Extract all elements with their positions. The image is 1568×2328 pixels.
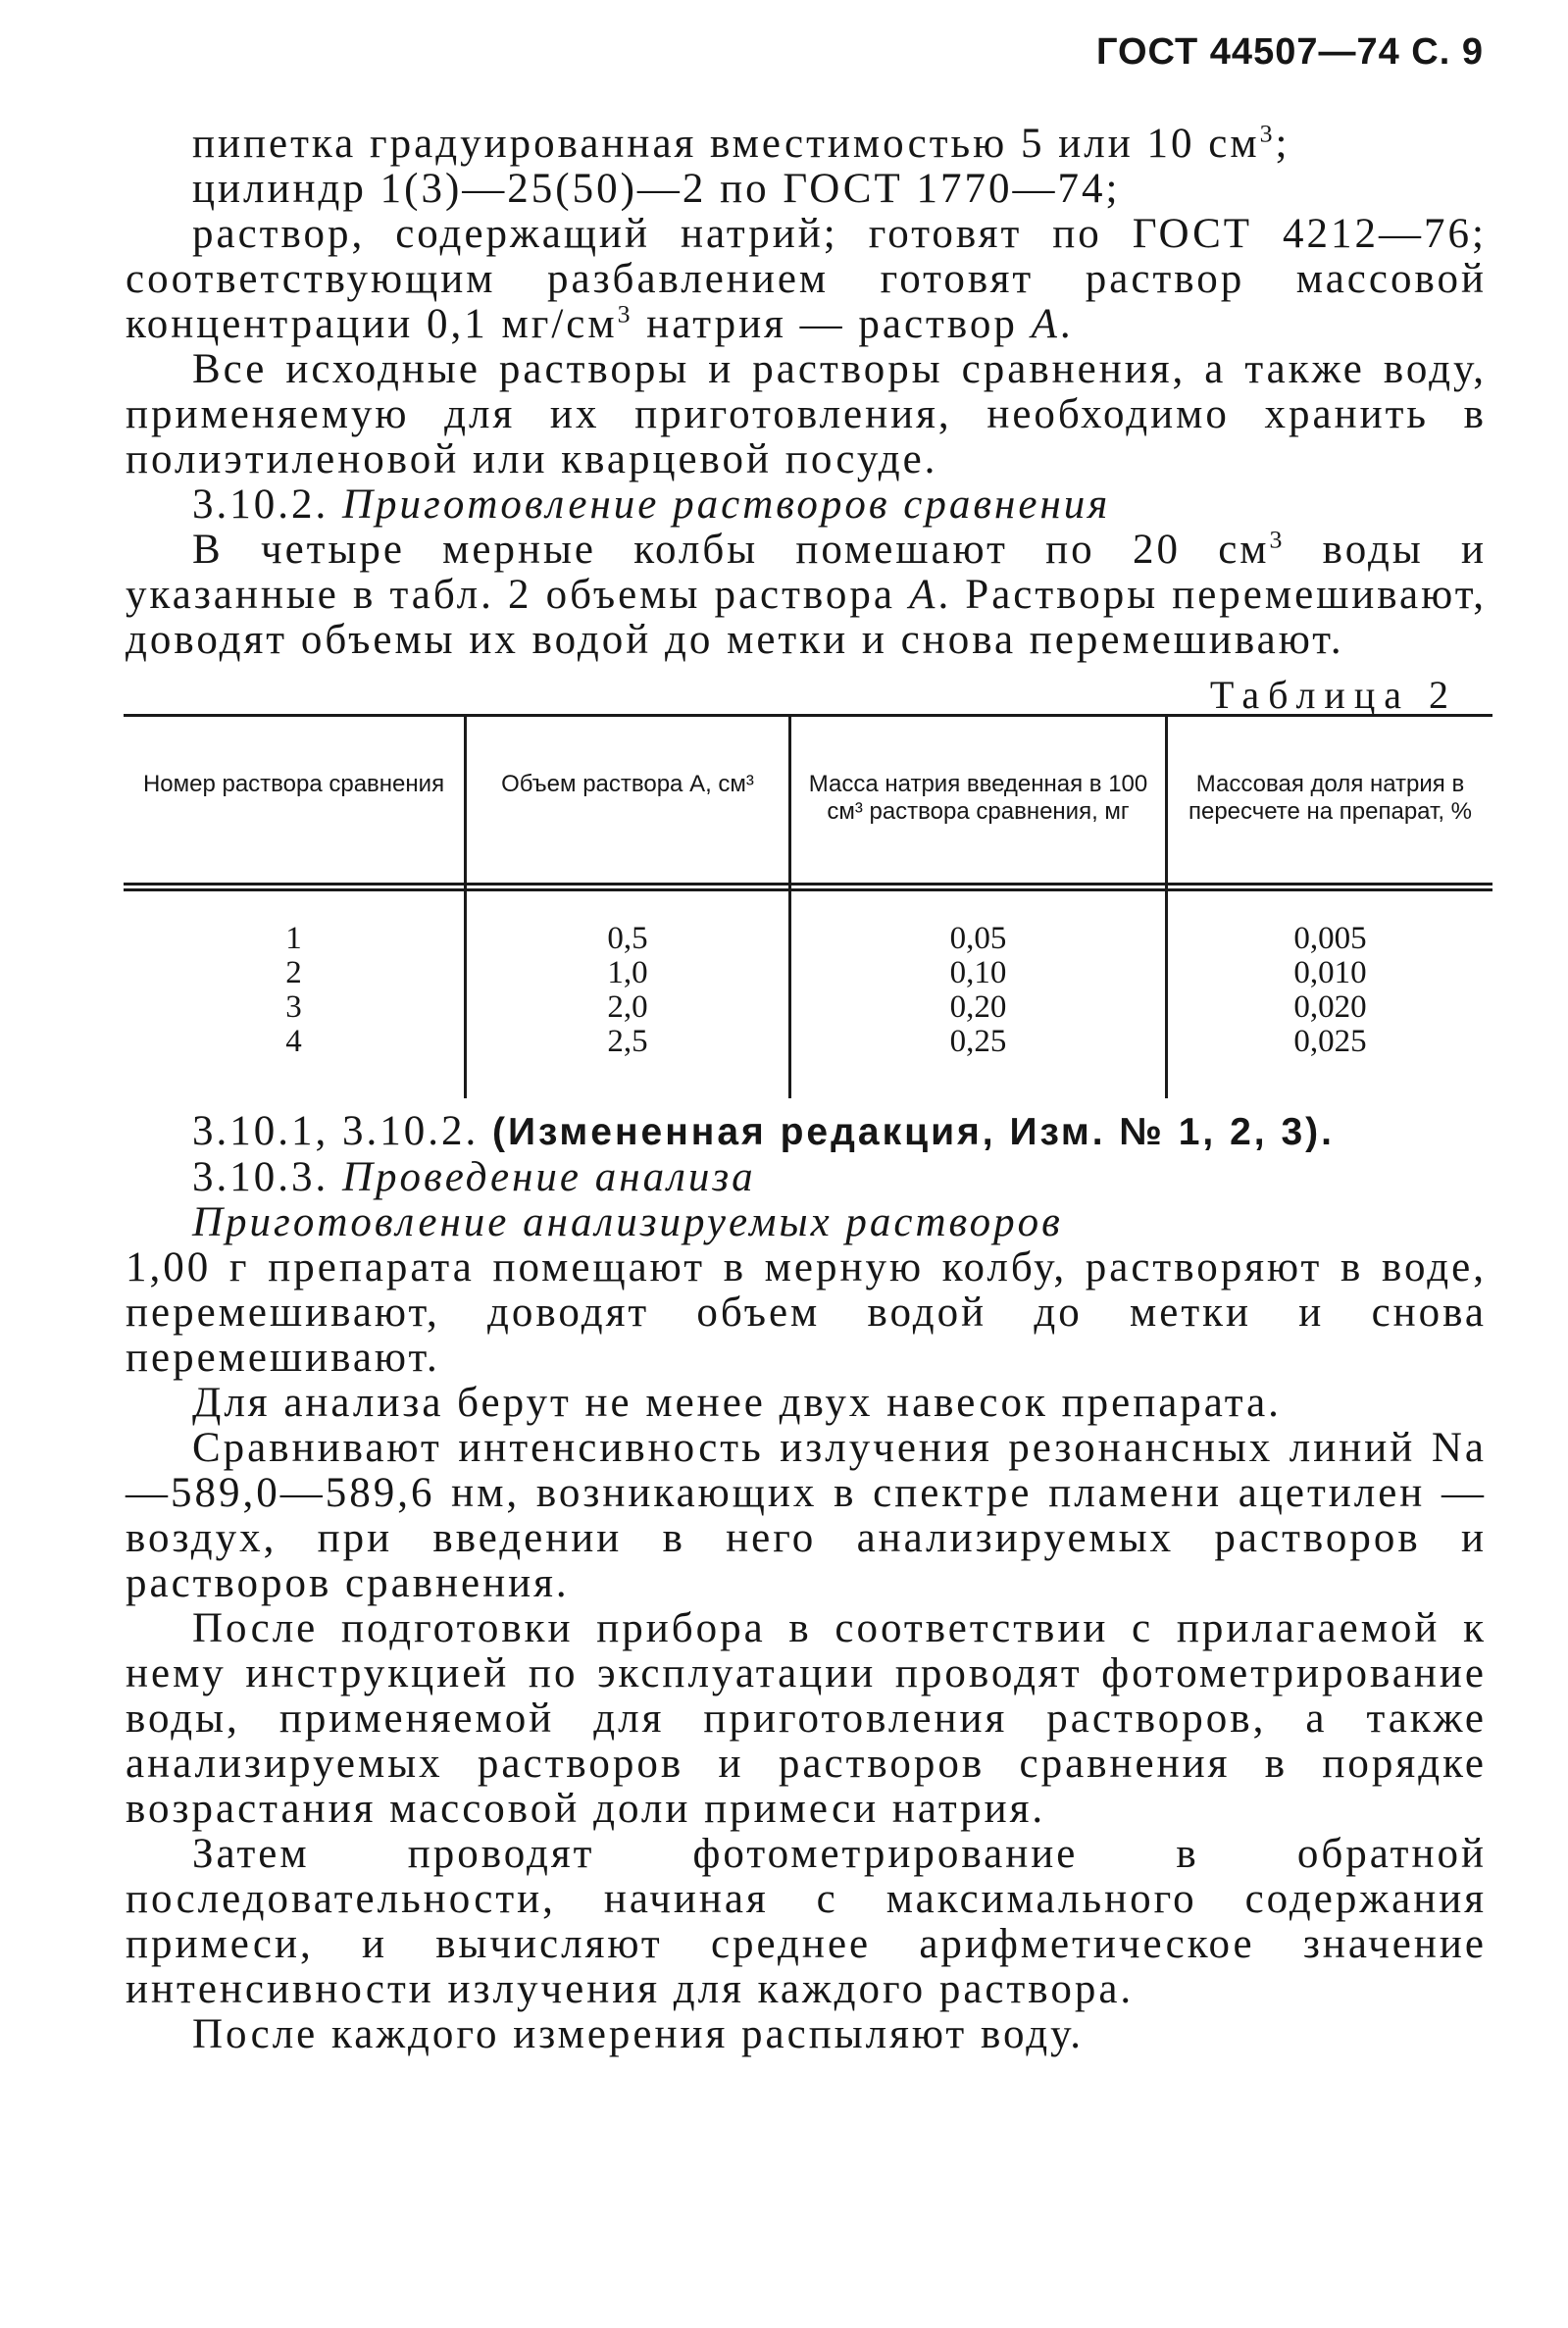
paragraph-revision-note: 3.10.1, 3.10.2. (Измененная редакция, Изм. № 1, 2, 3).: [192, 1108, 1335, 1154]
paragraph-reverse-order: Затем проводят фотометрирование в обратной последовательности, начиная с максимального содержания примеси, и вычисляют среднее арифметическое значение интенсивности излучения для каждого раствора.: [126, 1831, 1487, 2012]
section-heading-3-10-3: 3.10.3. Проведение анализа: [192, 1154, 756, 1200]
table-header-rule-2: [124, 888, 1492, 891]
paragraph-storage: Все исходные растворы и растворы сравнения, а также воду, применяемую для их приготовления, необходимо хранить в полиэтиленовой или кварцевой посуде.: [126, 346, 1487, 482]
paragraph-sodium-solution: раствор, содержащий натрий; готовят по ГОСТ 4212—76; соответствующим разбавлением готовят раствор массовой концентрации 0,1 $мг/см^3$ натрия — раствор А.: [126, 211, 1487, 347]
table-header-volume: Объем раствора А, см³: [501, 771, 754, 797]
table-header-number: Номер раствора сравнения: [142, 771, 445, 797]
paragraph-pipette: пипетка градуированная вместимостью 5 или 10 $см^3$;: [192, 119, 1290, 167]
paragraph-compare: Сравнивают интенсивность излучения резонансных линий Na—589,0—589,6 нм, возникающих в спектре пламени ацетилен — воздух, при введении в него анализируемых растворов и растворов сравнения.: [126, 1425, 1487, 1606]
table-cell: 0,025: [1293, 1024, 1367, 1059]
table-cell: 2,0: [607, 989, 648, 1025]
table-cell: 0,005: [1293, 921, 1367, 956]
table-cell: 3: [285, 989, 302, 1025]
paragraph-preparation: В четыре мерные колбы помешают по 20 $см^3$ воды и указанные в табл. 2 объемы раствора А. Растворы перемешивают, доводят объемы их водой до метки и снова перемешивают.: [126, 525, 1488, 663]
table-cell: 0,05: [949, 921, 1007, 956]
table-cell: 0,020: [1293, 989, 1367, 1025]
table-cell: 1: [285, 921, 302, 956]
table-cell: 2,5: [607, 1024, 648, 1059]
text-block-lower: [126, 1109, 1487, 2057]
table-cell: 4: [285, 1024, 302, 1059]
table-cell: 2: [285, 955, 302, 990]
paragraph-cylinder: цилиндр 1(3)—25(50)—2 по ГОСТ 1770—74;: [192, 166, 1121, 212]
table-column-fraction: [1168, 922, 1492, 1059]
paragraph-dissolve: 1,00 г препарата помещают в мерную колбу, растворяют в воде, перемешивают, доводят объем водой до метки и снова перемешивают.: [126, 1244, 1487, 1381]
table-2: [124, 714, 1492, 1098]
paragraph-spray-water: После каждого измерения распыляют воду.: [192, 2011, 1085, 2057]
table-caption: Таблица 2: [1209, 673, 1457, 717]
table-column-number: [124, 922, 464, 1059]
paragraph-samples: Для анализа берут не менее двух навесок препарата.: [192, 1380, 1282, 1426]
table-cell: 0,25: [949, 1024, 1007, 1059]
table-cell: 0,20: [949, 989, 1007, 1025]
table-cell: 1,0: [607, 955, 648, 990]
text-block-upper: [126, 119, 1488, 663]
table-column-mass: [791, 922, 1165, 1059]
table-header-rule-1: [124, 883, 1492, 886]
section-heading-3-10-2: 3.10.2. Приготовление растворов сравнения: [192, 481, 1111, 528]
subheading-sample-preparation: Приготовление анализируемых растворов: [192, 1199, 1063, 1245]
paragraph-photometry: После подготовки прибора в соответствии с прилагаемой к нему инструкцией по эксплуатации проводят фотометрирование воды, применяемой для приготовления растворов, а также анализируемых растворов и растворов сравнения в порядке возрастания массовой доли примеси натрия.: [126, 1605, 1487, 1832]
table-top-rule: [124, 714, 1492, 717]
table-header-fraction: Массовая доля натрия в пересчете на препарат, %: [1188, 771, 1473, 825]
table-cell: 0,5: [607, 921, 648, 956]
table-cell: 0,10: [949, 955, 1007, 990]
table-column-volume: [467, 922, 788, 1059]
page-header: ГОСТ 44507—74 С. 9: [1095, 31, 1484, 73]
table-cell: 0,010: [1293, 955, 1367, 990]
table-header-mass: Масса натрия введенная в 100 см³ раствора сравнения, мг: [808, 771, 1148, 825]
